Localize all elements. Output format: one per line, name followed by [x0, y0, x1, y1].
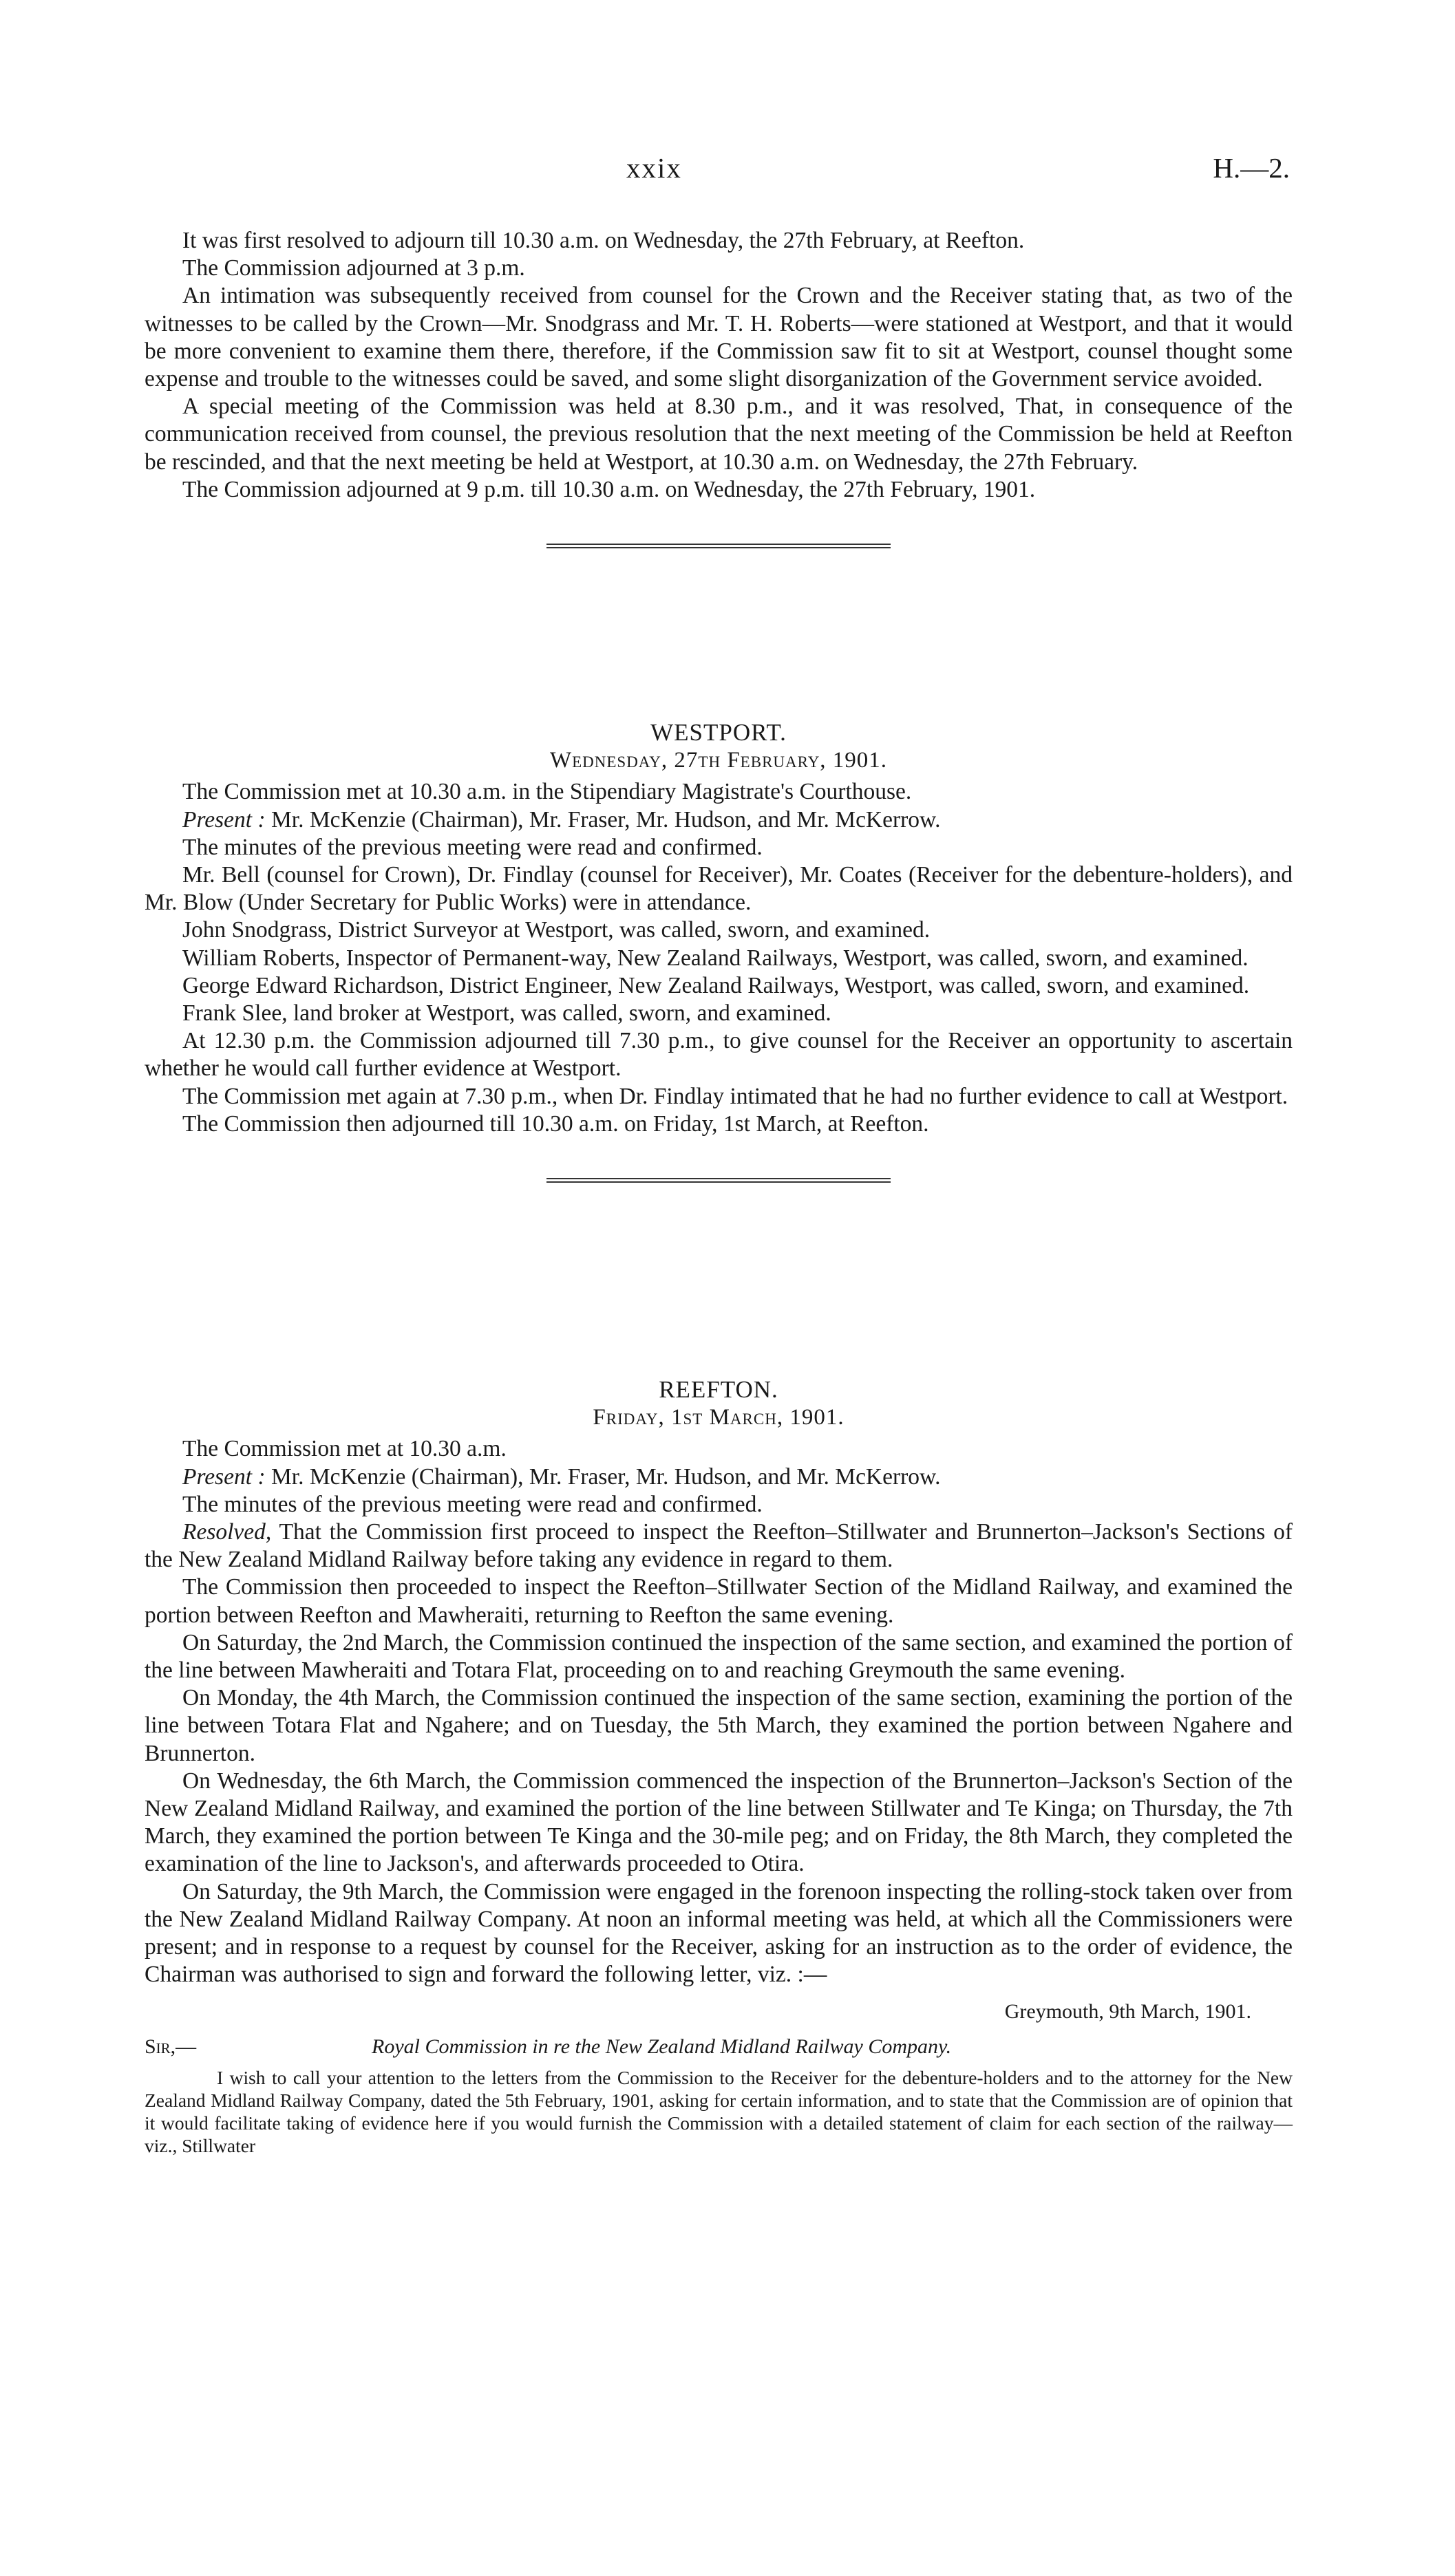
resolved-label: Resolved,	[182, 1519, 272, 1545]
paragraph: The Commission met at 10.30 a.m.	[182, 1436, 507, 1462]
paragraph: The Commission met again at 7.30 p.m., when Dr. Findlay intimated that he had no further evidence to call at Westport.	[182, 1083, 1288, 1109]
paragraph: The minutes of the previous meeting were read and confirmed.	[182, 1491, 763, 1517]
paragraph: Mr. Bell (counsel for Crown), Dr. Findlay (counsel for Receiver), Mr. Coates (Receiver for the debenture-holders), and Mr. Blow (Under Secretary for Public Works) were in attendance.	[145, 862, 1293, 916]
paragraph: The Commission adjourned at 3 p.m.	[182, 255, 525, 281]
present-paragraph	[145, 806, 1293, 834]
page-header	[0, 151, 1455, 200]
resolved-text: That the Commission first proceed to inspect the Reefton–Stillwater and Brunnerton–Jackson's Sections of the New Zealand Midland Railway before taking any evidence in regard to them.	[145, 1519, 1293, 1573]
section-heading: WESTPORT.	[650, 719, 787, 746]
paragraph: An intimation was subsequently received from counsel for the Crown and the Receiver stating that, as two of the witnesses to be called by the Crown—Mr. Snodgrass and Mr. T. H. Roberts—were stationed at Westport, and that it would be more convenient to examine them there, therefore, if the Commission saw fit to sit at Westport, counsel thought some expense and trouble to the witnesses could be saved, and some slight disorganization of the Government service avoided.	[145, 283, 1293, 392]
letter-date: Greymouth, 9th March, 1901.	[1004, 2000, 1251, 2024]
meeting-date: Friday, 1st March, 1901.	[593, 1405, 845, 1430]
paragraph: The Commission adjourned at 9 p.m. till 10.30 a.m. on Wednesday, the 27th February, 1901.	[182, 476, 1036, 502]
paragraph: William Roberts, Inspector of Permanent-way, New Zealand Railways, Westport, was called, sworn, and examined.	[182, 945, 1249, 971]
section-reefton	[145, 1376, 1293, 2157]
paragraph: It was first resolved to adjourn till 10.30 a.m. on Wednesday, the 27th February, at Reefton.	[182, 228, 1025, 253]
letter-body: I wish to call your attention to the letters from the Commission to the Receiver for the debenture-holders and to the attorney for the New Zealand Midland Railway Company, dated the 5th February, 1901, asking for certain information, and to state that the Commission are of opinion that it would facilitate taking of evidence here if you would furnish the Commission with a detailed statement of claim for each section of the railway—viz., Stillwater	[145, 2066, 1293, 2156]
section-heading: REEFTON.	[659, 1376, 778, 1403]
paragraph: George Edward Richardson, District Engineer, New Zealand Railways, Westport, was called, sworn, and examined.	[182, 972, 1250, 998]
section-reefton-resolution	[145, 227, 1293, 548]
present-label: Present :	[182, 806, 266, 833]
section-westport	[145, 719, 1293, 1183]
meeting-date: Wednesday, 27th February, 1901.	[549, 748, 888, 773]
present-text: Mr. McKenzie (Chairman), Mr. Fraser, Mr. Hudson, and Mr. McKerrow.	[265, 806, 941, 833]
present-text: Mr. McKenzie (Chairman), Mr. Fraser, Mr. Hudson, and Mr. McKerrow.	[265, 1463, 941, 1490]
section-divider	[546, 1178, 891, 1183]
paragraph: At 12.30 p.m. the Commission adjourned till 7.30 p.m., to give counsel for the Receiver an opportunity to ascertain whether he would call further evidence at Westport.	[145, 1028, 1293, 1082]
paragraph: The Commission then proceeded to inspect the Reefton–Stillwater Section of the Midland Railway, and examined the portion between Reefton and Mawheraiti, returning to Reefton the same evening.	[145, 1574, 1293, 1628]
paragraph: A special meeting of the Commission was held at 8.30 p.m., and it was resolved, That, in consequence of the communication received from counsel, the previous resolution that the next meeting of the Commission be held at Reefton be rescinded, and that the next meeting be held at Westport, at 10.30 a.m. on Wednesday, the 27th February.	[145, 394, 1293, 475]
paragraph: The Commission met at 10.30 a.m. in the Stipendiary Magistrate's Courthouse.	[182, 779, 912, 805]
present-label: Present :	[182, 1463, 266, 1490]
paragraph: The minutes of the previous meeting were read and confirmed.	[182, 834, 763, 860]
letter-subject: Royal Commission in re the New Zealand Midland Railway Company.	[372, 2035, 952, 2058]
resolved-paragraph	[145, 1518, 1293, 1574]
document-reference: H.—2.	[1213, 152, 1290, 184]
paragraph: On Saturday, the 9th March, the Commission were engaged in the forenoon inspecting the rolling-stock taken over from the New Zealand Midland Railway Company. At noon an informal meeting was held, at which all the Commissioners were present; and in response to a request by counsel for the Receiver, asking for an instruction as to the order of evidence, the Chairman was authorised to sign and forward the following letter, viz. :—	[145, 1878, 1293, 1988]
paragraph: On Monday, the 4th March, the Commission continued the inspection of the same section, examining the portion of the line between Totara Flat and Ngahere; and on Tuesday, the 5th March, they examined the portion between Ngahere and Brunnerton.	[145, 1685, 1293, 1766]
paragraph: John Snodgrass, District Surveyor at Westport, was called, sworn, and examined.	[182, 917, 931, 943]
letter-salutation: Sir,—	[145, 2035, 197, 2058]
page-number: xxix	[626, 152, 682, 184]
letter-heading	[145, 2033, 1293, 2061]
paragraph: The Commission then adjourned till 10.30 a.m. on Friday, 1st March, at Reefton.	[182, 1110, 929, 1137]
present-paragraph	[145, 1463, 1293, 1491]
paragraph: Frank Slee, land broker at Westport, was called, sworn, and examined.	[182, 1000, 831, 1027]
section-divider	[546, 544, 891, 548]
paragraph: On Wednesday, the 6th March, the Commission commenced the inspection of the Brunnerton–Jackson's Section of the New Zealand Midland Railway, and examined the portion of the line between Stillwater and Te Kinga; on Thursday, the 7th March, they examined the portion between Te Kinga and the 30-mile peg; and on Friday, the 8th March, they completed the examination of the line to Jackson's, and afterwards proceeded to Otira.	[145, 1768, 1293, 1877]
paragraph: On Saturday, the 2nd March, the Commission continued the inspection of the same section, and examined the portion of the line between Mawheraiti and Totara Flat, proceeding on to and reaching Greymouth the same evening.	[145, 1629, 1293, 1684]
